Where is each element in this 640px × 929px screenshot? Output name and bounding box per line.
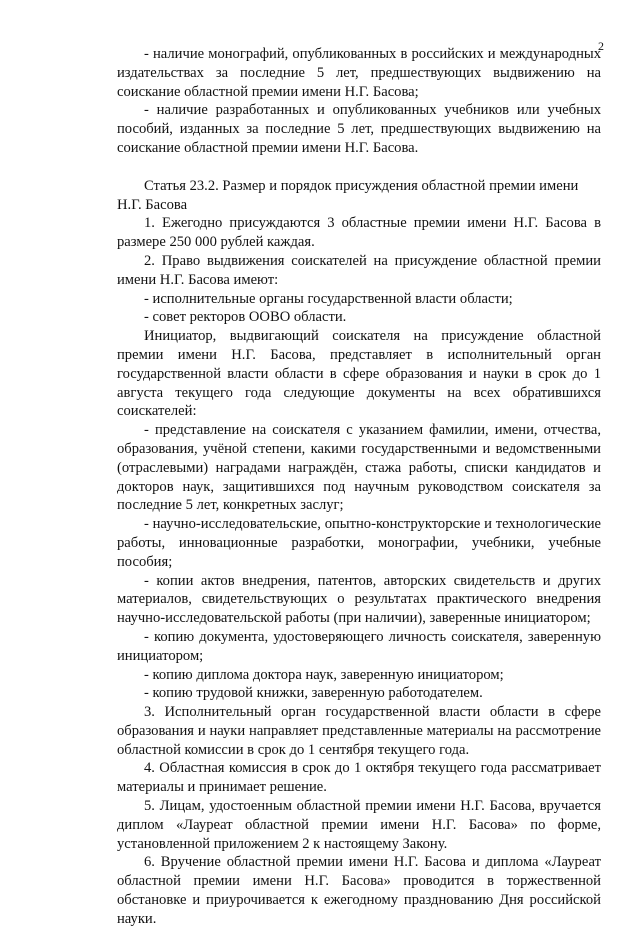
paragraph-item-5: 5. Лицам, удостоенным областной премии имени Н.Г. Басова, вручается диплом «Лауреат областной премии имени Н.Г. Басова» по форме, установленной приложением 2 к настоящему Закону. <box>117 798 601 852</box>
list-item-identity-document: - копию документа, удостоверяющего личность соискателя, заверенную инициатором; <box>117 628 601 664</box>
list-item-rectors-council: - совет ректоров ООВО области. <box>144 309 347 326</box>
document-body <box>117 45 601 929</box>
paragraph-textbooks: - наличие разработанных и опубликованных учебников или учебных пособий, изданных за последние 5 лет, предшествующих выдвижению на соискание областной премии имени Н.Г. Басова. <box>117 102 601 156</box>
paragraph-initiator: Инициатор, выдвигающий соискателя на присуждение областной премии имени Н.Г. Басова, представляет в исполнительный орган государственной власти области в сфере образования и науки в срок до 1 августа текущего года следующие документы на всех обратившихся соискателей: <box>117 328 601 420</box>
paragraph-item-1: 1. Ежегодно присуждаются 3 областные премии имени Н.Г. Басова в размере 250 000 рублей каждая. <box>117 215 601 251</box>
list-item-doctoral-diploma: - копию диплома доктора наук, заверенную инициатором; <box>144 666 504 683</box>
list-item-employment-record: - копию трудовой книжки, заверенную работодателем. <box>144 685 483 702</box>
paragraph-item-6: 6. Вручение областной премии имени Н.Г. Басова и диплома «Лауреат областной премии имени Н.Г. Басова» проводится в торжественной обстановке и приурочивается к ежегодному празднованию Дня российской науки. <box>117 854 601 927</box>
paragraph-monographs: - наличие монографий, опубликованных в российских и международных издательствах за последние 5 лет, предшествующих выдвижению на соискание областной премии имени Н.Г. Басова; <box>117 46 601 100</box>
page-number: 2 <box>598 39 604 53</box>
list-item-research-works: - научно-исследовательские, опытно-конструкторские и технологические работы, инновационные разработки, монографии, учебники, учебные пособия; <box>117 516 601 570</box>
paragraph-item-2: 2. Право выдвижения соискателей на присуждение областной премии имени Н.Г. Басова имеют: <box>117 252 601 288</box>
paragraph-item-4: 4. Областная комиссия в срок до 1 октября текущего года рассматривает материалы и принимает решение. <box>117 760 601 796</box>
list-item-nomination: - представление на соискателя с указанием фамилии, имени, отчества, образования, учёной степени, какими государственными и ведомственными (отраслевыми) наградами награждён, стажа работы, списки кандидатов и докторов наук, защитившихся под научным руководством соискателя за последние 5 лет, конкретных заслуг; <box>117 422 601 514</box>
list-item-implementation-acts: - копии актов внедрения, патентов, авторских свидетельств и других материалов, свидетельствующих о результатах практического внедрения научно-исследовательской работы (при наличии), заверенные инициатором; <box>117 572 601 627</box>
paragraph-item-3: 3. Исполнительный орган государственной власти области в сфере образования и науки направляет представленные материалы на рассмотрение областной комиссии в срок до 1 сентября текущего года. <box>117 704 601 758</box>
article-heading: Статья 23.2. Размер и порядок присуждения областной премии имени Н.Г. Басова <box>117 177 579 213</box>
list-item-executive-bodies: - исполнительные органы государственной власти области; <box>144 290 513 307</box>
